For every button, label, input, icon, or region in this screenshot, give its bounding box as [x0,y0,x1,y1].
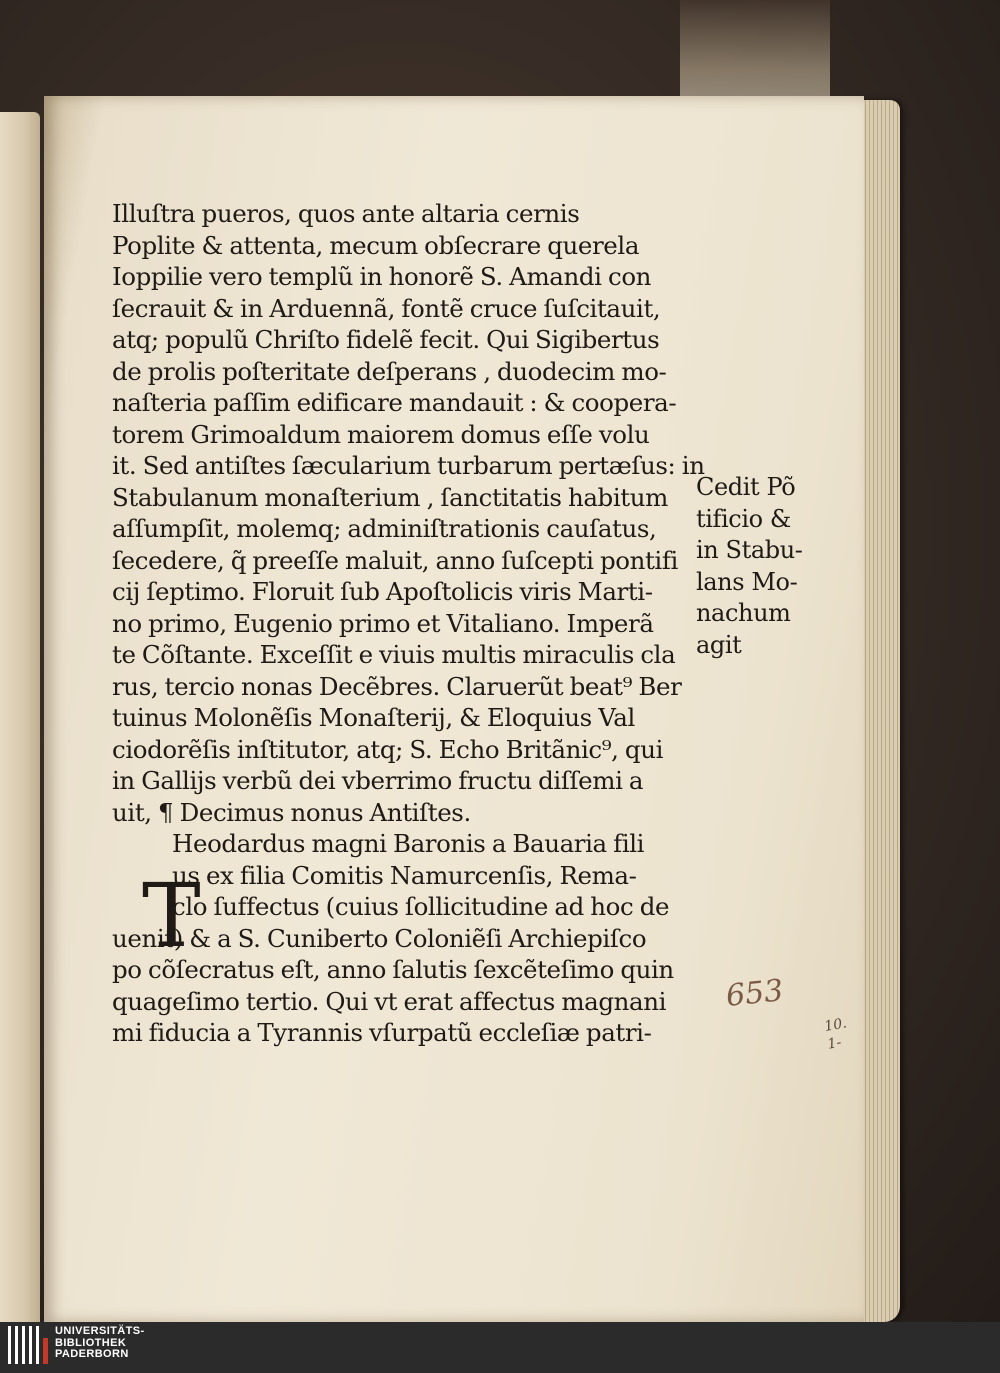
text-line: cij ſeptimo. Floruit ſub Apoſtolicis viris Marti- [112,577,653,606]
marginal-line: agit [696,630,742,659]
marginal-line: tificio & [696,504,791,533]
text-line: torem Grimoaldum maiorem domus eſſe volu [112,419,650,449]
marginal-line: lans Mo- [696,567,798,596]
text-line: quageſimo tertio. Qui vt erat affectus magnani [112,986,667,1016]
text-line: de prolis poſteritate deſperans , duodecim mo- [112,356,667,386]
text-line: us ex filia Comitis Namurcenſis, Rema- [172,860,637,890]
text-line: te Cõſtante. Exceſſit e viuis multis miraculis cla [112,640,676,669]
text-line: atq; populũ Chriſto fidelẽ fecit. Qui Sigibertus [112,325,660,354]
marginal-line: nachum [696,599,791,627]
library-logo-icon [6,1324,50,1366]
text-line: Illuſtra pueros, quos ante altaria cernis [112,199,580,228]
text-line: in Gallijs verbũ dei vberrimo fructu diſſemi a [112,766,644,795]
text-line: rus, tercio nonas Decẽbres. Claruerũt beat⁹ Ber [112,671,682,701]
text-line: mi fiducia a Tyrannis vſurpatũ eccleſiæ patri- [112,1018,652,1047]
library-name-line: PADERBORN [55,1348,129,1360]
text-line: po cõſecratus eſt, anno ſalutis ſexcẽteſimo quin [112,955,674,984]
text-line: no primo, Eugenio primo et Vitaliano. Imperã [112,608,654,638]
main-text-block [112,198,732,1049]
text-line: ſecrauit & in Arduennã, fontẽ cruce ſuſcitauit, [112,293,661,323]
library-name [55,1326,145,1361]
library-footer-bar [0,1322,1000,1373]
marginal-note [696,472,826,661]
library-name-line: UNIVERSITÄTS- [55,1325,145,1337]
protruding-paper-slip [680,0,830,100]
text-line: Stabulanum monaſterium , ſanctitatis habitum [112,482,668,512]
text-line: it. Sed antiſtes ſæcularium turbarum pertæſus: in [112,451,705,480]
left-facing-page [0,112,40,1322]
pencil-page-marks: 10. 1- [823,1015,848,1053]
marginal-line: in Stabu- [696,536,803,564]
text-line: clo ſuffectus (cuius ſollicitudine ad hoc de [172,892,670,921]
handwritten-annotation: 653 [724,973,785,1014]
text-line: Poplite & attenta, mecum obſecrare querela [112,230,640,260]
page-edges-stack [858,100,900,1322]
text-line: Heodardus magni Baronis a Bauaria fili [172,829,645,858]
library-name-line: BIBLIOTHEK [55,1336,127,1349]
text-line: naſteria paſſim edificare mandauit : & coopera- [112,388,677,417]
text-line: ciodorẽſis inſtitutor, atq; S. Echo Britãnic⁹, qui [112,734,664,764]
text-line: uenit) & a S. Cuniberto Coloniẽſi Archiepiſco [112,923,647,953]
marginal-line: Cedit Põ [696,473,796,501]
section-heading-line: uit, ¶ Decimus nonus Antiſtes. [112,797,471,827]
text-line: ſecedere, q̃ preeſſe maluit, anno ſuſcepti pontifi [112,545,678,575]
text-line: Ioppilie vero templũ in honorẽ S. Amandi con [112,262,652,291]
drop-cap: T [142,864,201,967]
text-line: aſſumpſit, molemq; adminiſtrationis cauſatus, [112,514,657,543]
text-line: tuinus Molonẽſis Monaſterij, & Eloquius Val [112,703,635,732]
